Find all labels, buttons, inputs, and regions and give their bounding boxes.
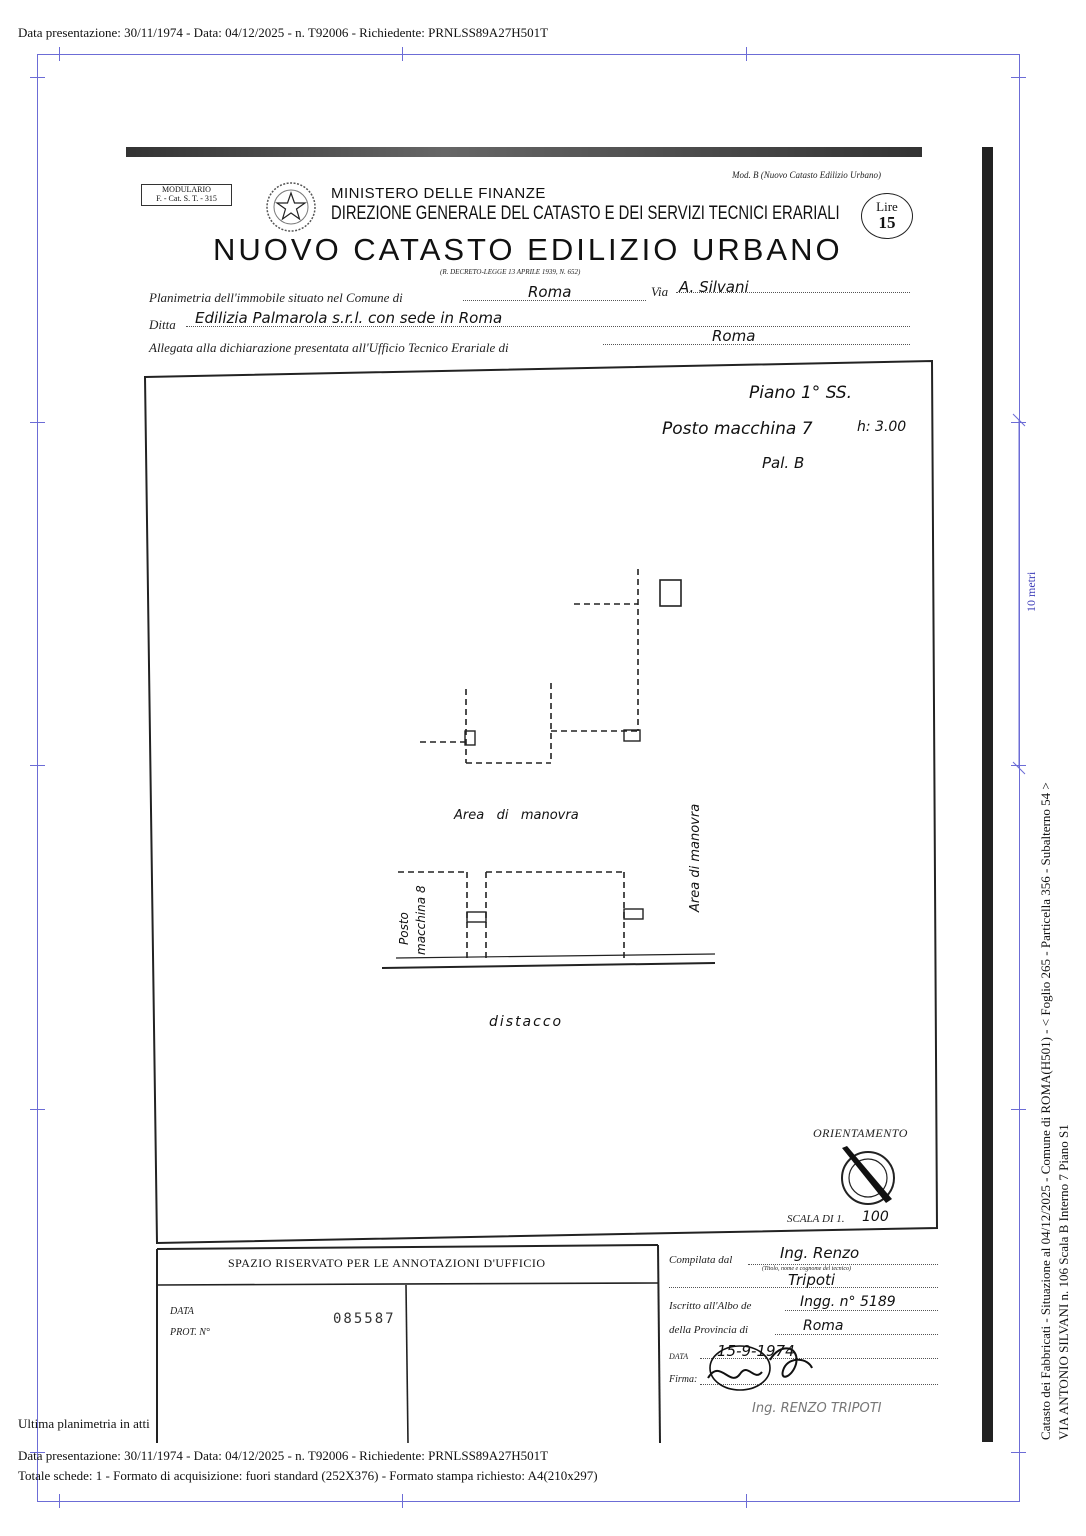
iscritto-underline: [785, 1310, 938, 1311]
footer-line-1: Data presentazione: 30/11/1974 - Data: 04/12/2025 - n. T92006 - Richiedente: PRNLSS89A27H501T: [18, 1448, 549, 1463]
frame-tick: [402, 47, 403, 61]
provincia-value: Roma: [803, 1318, 844, 1334]
allegata-underline: [603, 344, 910, 345]
distacco-label: distacco: [489, 1014, 564, 1030]
side-line-1: Catasto dei Fabbricati - Situazione al 04/12/2025 - Comune di ROMA(H501) - < Foglio 265 - Particella 356 - Subalterno 54 >: [1038, 782, 1053, 1440]
compilata-value-2: Tripoti: [788, 1271, 836, 1289]
office-prot-label: PROT. N°: [170, 1327, 210, 1338]
plan-drawing: [140, 355, 940, 1250]
provincia-label: della Provincia di: [669, 1324, 749, 1336]
frame-tick: [59, 47, 60, 61]
allegata-label: Allegata alla dichiarazione presentata all'Ufficio Tecnico Erariale di: [149, 340, 509, 355]
via-value: A. Silvani: [679, 278, 749, 296]
iscritto-label: Iscritto all'Albo de: [669, 1300, 752, 1312]
modulario-box: [141, 184, 232, 206]
ditta-label: Ditta: [149, 317, 176, 332]
scala-label: SCALA DI 1.: [787, 1213, 845, 1225]
frame-tick: [59, 1494, 60, 1508]
frame-tick: [1011, 1452, 1026, 1453]
scan-right-edge: [982, 147, 993, 1442]
frame-tick: [30, 765, 45, 766]
frame-tick: [30, 77, 45, 78]
lire-label: Lire: [876, 199, 898, 214]
firma-label: Firma:: [669, 1374, 698, 1385]
office-prot-value: 085587: [333, 1311, 396, 1327]
compilata-value: Ing. Renzo: [780, 1244, 860, 1262]
orientamento-label: ORIENTAMENTO: [813, 1126, 908, 1140]
posto-8-line-2: macchina 8: [414, 885, 428, 955]
modulario-line-2: F. - Cat. S. T. - 315: [156, 194, 217, 203]
allegata-value: Roma: [712, 327, 756, 345]
compilata-underline: [748, 1264, 938, 1265]
compilata-label: Compilata dal: [669, 1254, 733, 1266]
area-manovra-vertical: Area di manovra: [688, 803, 703, 912]
last-plan-label: Ultima planimetria in atti: [18, 1416, 150, 1431]
frame-tick: [1011, 77, 1026, 78]
ministero-line: MINISTERO DELLE FINANZE: [331, 185, 546, 202]
planimetria-label: Planimetria dell'immobile situato nel Comune di: [149, 290, 403, 305]
frame-tick: [1011, 1109, 1026, 1110]
frame-tick: [402, 1494, 403, 1508]
compilata-data-label: DATA: [669, 1352, 689, 1361]
mod-b-label: Mod. B (Nuovo Catasto Edilizio Urbano): [732, 170, 881, 180]
modulario-line-1: MODULARIO: [162, 185, 211, 194]
altezza-label: h: 3.00: [857, 419, 907, 435]
emblem-icon: [264, 180, 318, 234]
office-box: [152, 1243, 662, 1443]
frame-tick: [746, 47, 747, 61]
frame-tick: [746, 1494, 747, 1508]
office-title: SPAZIO RISERVATO PER LE ANNOTAZIONI D'UFFICIO: [228, 1256, 546, 1270]
via-label: Via: [651, 284, 669, 299]
scala-value: 100: [862, 1209, 889, 1225]
lire-value: 15: [878, 213, 896, 232]
office-data-label: DATA: [170, 1306, 194, 1317]
scale-label: 10 metri: [1024, 571, 1038, 612]
area-manovra-horizontal: Area di manovra: [454, 808, 579, 823]
ditta-value: Edilizia Palmarola s.r.l. con sede in Roma: [195, 309, 503, 327]
side-line-2: VIA ANTONIO SILVANI n. 106 Scala B Interno 7 Piano S1: [1056, 1124, 1071, 1440]
frame-tick: [30, 1109, 45, 1110]
piano-label: Piano 1° SS.: [749, 383, 853, 403]
north-arrow-icon: [836, 1145, 900, 1209]
iscritto-value: Ingg. n° 5189: [800, 1294, 896, 1310]
compilata-data-value: 15-9-1974: [717, 1342, 795, 1360]
footer-line-2: Totale schede: 1 - Formato di acquisizione: fuori standard (252X376) - Formato stampa richiesto: A4(210x297): [18, 1468, 598, 1483]
decreto-line: (R. DECRETO-LEGGE 13 APRILE 1939, N. 652): [440, 268, 581, 276]
provincia-underline: [775, 1334, 938, 1335]
lire-stamp: [861, 193, 913, 239]
scan-top-edge: [126, 147, 922, 157]
form-title: NUOVO CATASTO EDILIZIO URBANO: [213, 232, 843, 267]
engineer-stamp: Ing. RENZO TRIPOTI: [752, 1401, 882, 1416]
header-line: Data presentazione: 30/11/1974 - Data: 04/12/2025 - n. T92006 - Richiedente: PRNLSS89A27H501T: [18, 25, 549, 40]
direzione-line: DIREZIONE GENERALE DEL CATASTO E DEI SERVIZI TECNICI ERARIALI: [331, 203, 840, 224]
posto-label: Posto macchina 7: [662, 419, 813, 439]
frame-tick: [30, 422, 45, 423]
compilata-sub: (Titolo, nome e cognome del tecnico): [762, 1266, 851, 1272]
signature-icon: [700, 1338, 830, 1396]
comune-value: Roma: [528, 283, 572, 301]
pal-label: Pal. B: [762, 454, 805, 472]
posto-8-line-1: Posto: [397, 912, 411, 945]
